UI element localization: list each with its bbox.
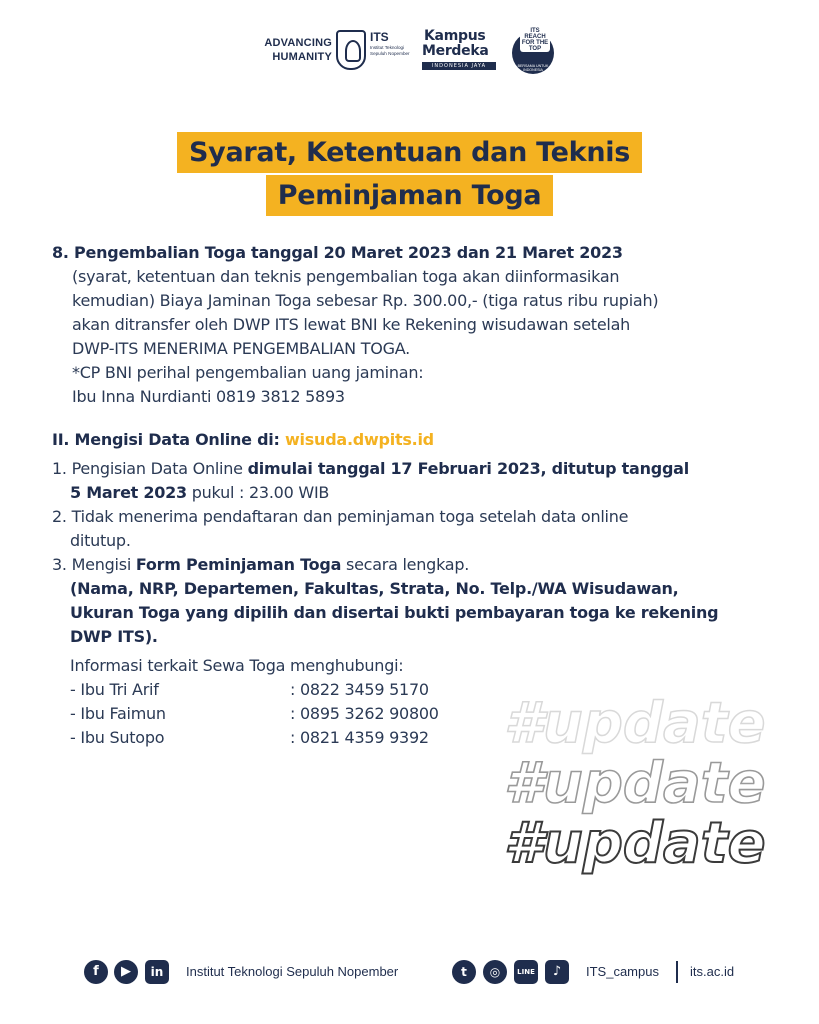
km-logo-line1: Kampus (424, 28, 486, 44)
its-logo-sub: Institut Teknologi Sepuluh Nopember (370, 45, 410, 56)
section8-line: akan ditransfer oleh DWP ITS lewat BNI ke Rekening wisudawan setelah (72, 315, 631, 334)
title-row-2 (0, 175, 819, 216)
section8-line: Ibu Inna Nurdianti 0819 3812 5893 (72, 387, 345, 406)
contact-name: - Ibu Faimun (70, 704, 166, 723)
line-icon[interactable]: LINE (514, 960, 538, 984)
section2-item3 (52, 553, 469, 577)
contacts-intro: Informasi terkait Sewa Toga menghubungi: (70, 656, 404, 675)
section8-heading: 8. Pengembalian Toga tanggal 20 Maret 2023 dan 21 Maret 2023 (52, 243, 623, 262)
item3-prefix: 3. Mengisi (52, 555, 136, 574)
kampus-merdeka-logo (420, 28, 500, 72)
item1-prefix: 1. Pengisian Data Online (52, 459, 248, 478)
hashtag-outline-1: #update (504, 691, 766, 756)
footer-divider (676, 961, 678, 983)
item3-bold: Form Peminjaman Toga (135, 555, 342, 574)
section8-line: *CP BNI perihal pengembalian uang jaminan: (72, 363, 424, 382)
linkedin-icon[interactable]: in (145, 960, 169, 984)
item3-rest: secara lengkap. (341, 555, 470, 574)
item3-detail: DWP ITS). (70, 627, 158, 646)
contact-phone: : 0895 3262 90800 (290, 704, 439, 723)
item3-detail: Ukuran Toga yang dipilih dan disertai bukti pembayaran toga ke rekening (70, 603, 719, 622)
instagram-icon[interactable]: ◎ (483, 960, 507, 984)
hashtag-outline-2: #update (504, 751, 766, 816)
section2-item1-line1 (52, 457, 689, 481)
item1-bold-a: dimulai tanggal 17 Februari 2023, ditutup tanggal (247, 459, 689, 478)
page-title-line1: Syarat, Ketentuan dan Teknis (177, 132, 642, 173)
section8-line: (syarat, ketentuan dan teknis pengembalian toga akan diinformasikan (72, 267, 620, 286)
km-logo-line2: Merdeka (422, 43, 489, 59)
footer-website[interactable]: its.ac.id (690, 964, 735, 979)
hashtag-outline-3: #update (504, 811, 766, 876)
section2-heading-text: II. Mengisi Data Online di: (52, 430, 286, 449)
item1-bold-b: 5 Maret 2023 (70, 483, 187, 502)
tiktok-icon[interactable]: ♪ (545, 960, 569, 984)
section8-line: kemudian) Biaya Jaminan Toga sebesar Rp. 300.00,- (tiga ratus ribu rupiah) (72, 291, 659, 310)
footer-institution: Institut Teknologi Sepuluh Nopember (186, 964, 399, 979)
title-row-1 (0, 132, 819, 173)
contact-phone: : 0821 4359 9392 (290, 728, 429, 747)
item3-detail: (Nama, NRP, Departemen, Fakultas, Strata, No. Telp./WA Wisudawan, (70, 579, 679, 598)
section2-item2-line1: 2. Tidak menerima pendaftaran dan peminjaman toga setelah data online (52, 507, 629, 526)
hashtag-decoration (500, 686, 810, 886)
contact-name: - Ibu Tri Arif (70, 680, 159, 699)
section2-item1-line2 (70, 481, 329, 505)
section2-heading (52, 428, 434, 452)
its-logo (336, 28, 412, 74)
tagline-line1: ADVANCING (264, 37, 332, 49)
facebook-icon[interactable]: f (84, 960, 108, 984)
registration-link[interactable]: wisuda.dwpits.id (285, 430, 434, 449)
tagline-line2: HUMANITY (272, 51, 332, 63)
section2-item2-line2: ditutup. (70, 531, 131, 550)
tagline (258, 36, 332, 64)
twitter-icon[interactable]: t (452, 960, 476, 984)
rft-logo-sub: BERSAMA UNTUK INDONESIA (517, 64, 549, 72)
rft-logo-text: ITS REACH FOR THE TOP (521, 28, 549, 52)
km-logo-bar: INDONESIA JAYA (422, 62, 496, 70)
section8-line: DWP-ITS MENERIMA PENGEMBALIAN TOGA. (72, 339, 410, 358)
page-title-line2: Peminjaman Toga (266, 175, 554, 216)
youtube-icon[interactable]: ▶ (114, 960, 138, 984)
reach-for-the-top-logo (508, 24, 558, 74)
item1-rest: pukul : 23.00 WIB (186, 483, 330, 502)
footer-social-handle[interactable]: ITS_campus (586, 964, 659, 979)
its-logo-name: ITS (370, 30, 389, 44)
contact-name: - Ibu Sutopo (70, 728, 165, 747)
contact-phone: : 0822 3459 5170 (290, 680, 429, 699)
its-emblem-icon (336, 30, 366, 70)
